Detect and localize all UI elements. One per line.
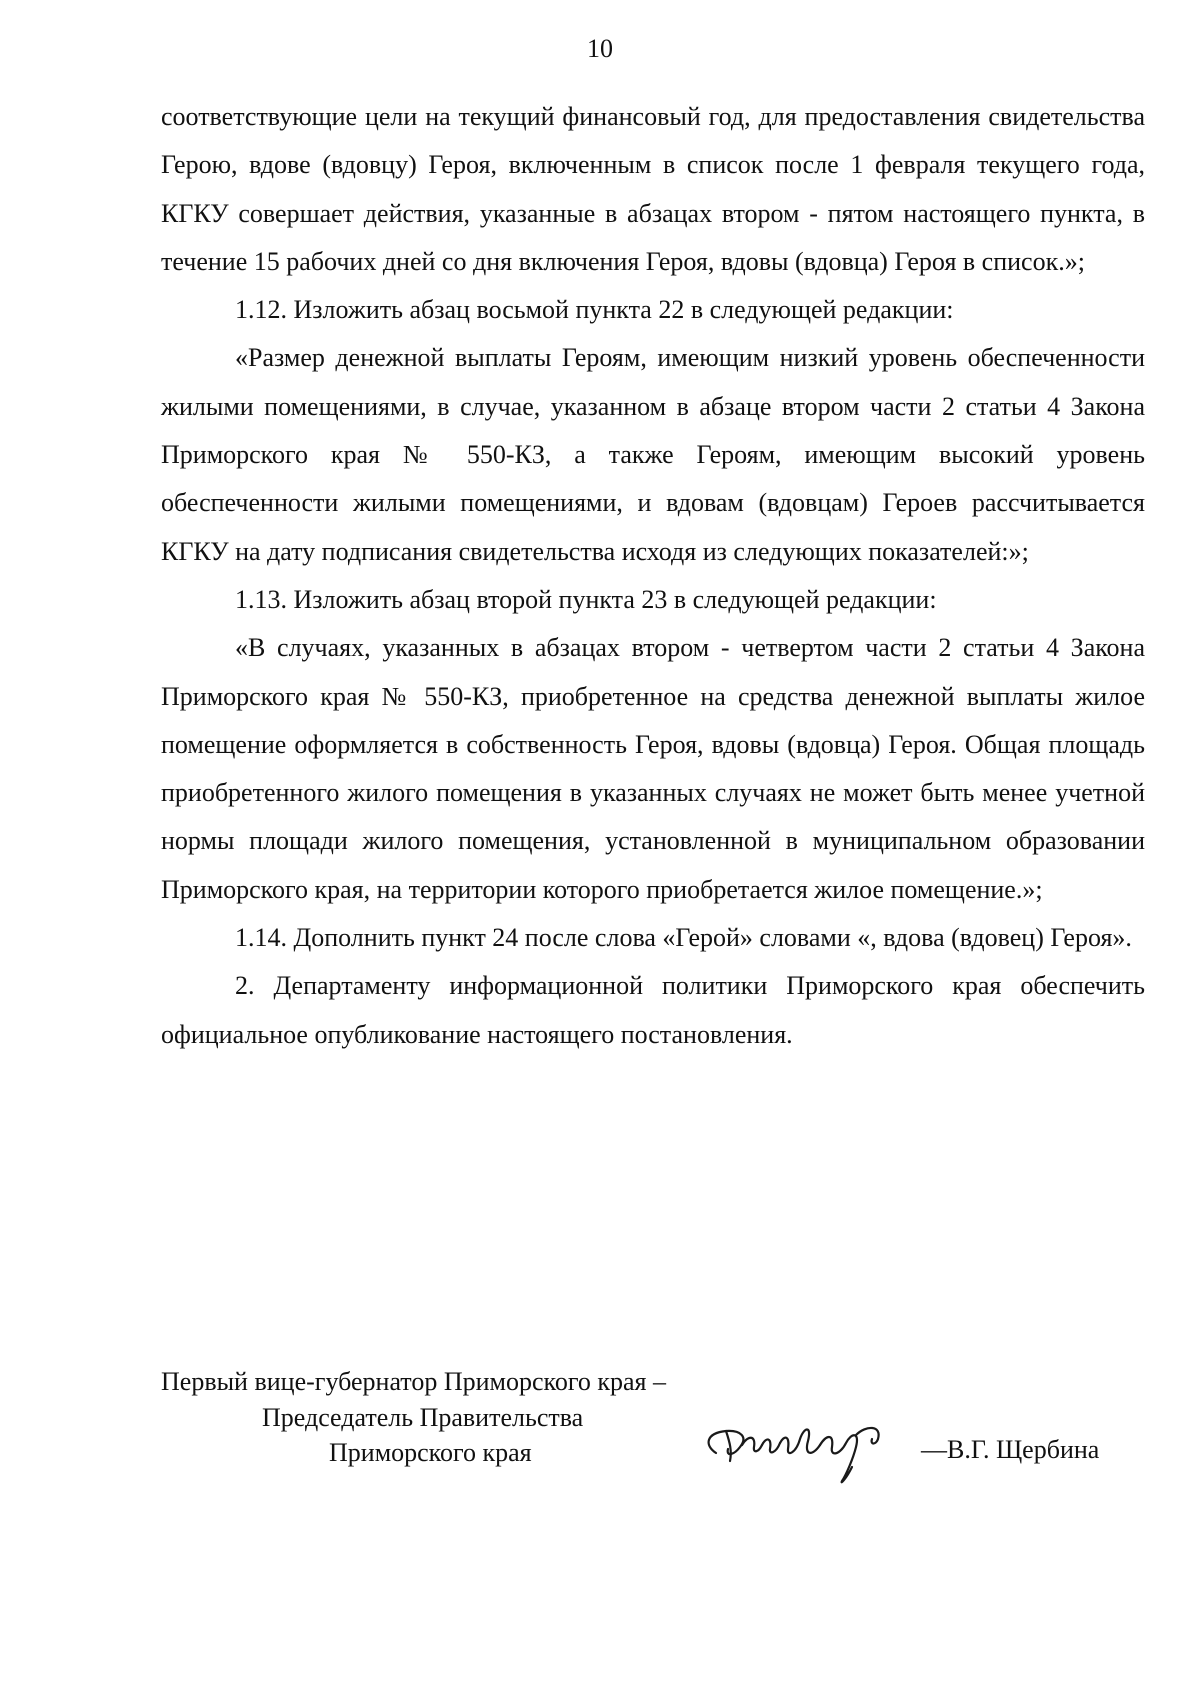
paragraph-continuation: соответствующие цели на текущий финансовый год, для предоставления свидетельства Герою, вдове (вдовцу) Героя, включенным в список после 1 февраля текущего года, КГКУ совершает действия, указанные в абзацах втором - пятом настоящего пункта, в течение 15 рабочих дней со дня включения Героя, вдовы (вдовца) Героя в список.»; [161, 102, 1145, 276]
paragraph-item-2: 2. Департаменту информационной политики Приморского края обеспечить официальное опубликование настоящего постановления. [161, 971, 1145, 1049]
paragraph-item-1-14: 1.14. Дополнить пункт 24 после слова «Герой» словами «, вдова (вдовец) Героя». [235, 923, 1132, 953]
signatory-title-line-2: Председатель Правительства [262, 1403, 584, 1432]
signatory-title-line-3: Приморского края [329, 1438, 532, 1467]
paragraph-item-1-13: 1.13. Изложить абзац второй пункта 23 в следующей редакции: [235, 584, 937, 614]
signature-block [161, 1365, 1145, 1485]
document-body [161, 93, 1145, 1059]
page-number: 10 [587, 34, 613, 63]
paragraph-item-1-12: 1.12. Изложить абзац восьмой пункта 22 в следующей редакции: [235, 295, 954, 325]
handwritten-signature [696, 1395, 926, 1487]
signatory-title-line-1: Первый вице-губернатор Приморского края – [161, 1367, 666, 1396]
signatory-name: —В.Г. Щербина [921, 1435, 1100, 1464]
paragraph-quote-1-13: «В случаях, указанных в абзацах втором - четвертом части 2 статьи 4 Закона Приморского края № 550-КЗ, приобретенное на средства денежной выплаты жилое помещение оформляется в собственность Героя, вдовы (вдовца) Героя. Общая площадь приобретенного жилого помещения в указанных случаях не может быть менее учетной нормы площади жилого помещения, установленной в муниципальном образовании Приморского края, на территории которого приобретается жилое помещение.»; [161, 633, 1145, 904]
paragraph-quote-1-12: «Размер денежной выплаты Героям, имеющим низкий уровень обеспеченности жилыми помещениями, в случае, указанном в абзаце втором части 2 статьи 4 Закона Приморского края № 550-КЗ, а также Героям, имеющим высокий уровень обеспеченности жилыми помещениями, и вдовам (вдовцам) Героев рассчитывается КГКУ на дату подписания свидетельства исходя из следующих показателей:»; [161, 343, 1145, 566]
